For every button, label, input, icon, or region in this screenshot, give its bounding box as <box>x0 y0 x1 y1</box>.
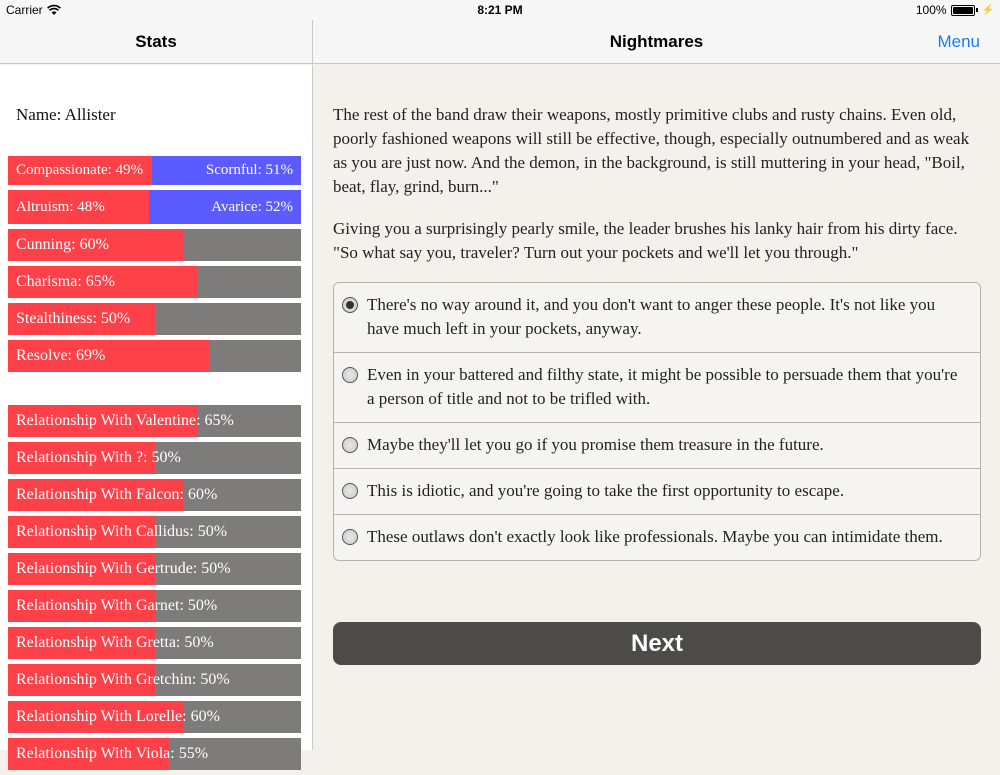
choice-list <box>333 282 981 561</box>
radio-button[interactable] <box>342 437 358 453</box>
radio-button[interactable] <box>342 483 358 499</box>
stats-sidebar[interactable] <box>0 65 313 762</box>
story-panel <box>313 65 1000 750</box>
relationship-bar <box>8 405 301 437</box>
relationship-bar <box>8 553 301 585</box>
stat-label: Cunning: 60% <box>16 236 109 253</box>
stat-label: Stealthiness: 50% <box>16 310 131 327</box>
relationship-bar <box>8 516 301 548</box>
stat-bar <box>8 340 301 372</box>
clock: 8:21 PM <box>477 3 523 17</box>
radio-button[interactable] <box>342 367 358 383</box>
page-title: Nightmares <box>609 32 704 51</box>
relationship-label: Relationship With Garnet: 50% <box>16 597 218 614</box>
battery-indicator <box>916 3 994 17</box>
relationship-label: Relationship With Valentine: 65% <box>16 412 234 429</box>
relationship-bar <box>8 738 301 770</box>
radio-button[interactable] <box>342 297 358 313</box>
story-paragraph-1: The rest of the band draw their weapons, mostly primitive clubs and rusty chains. Even old, poorly fashioned weapons will still be effective, though, especially outnumbered and as weak as you are just now. And the demon, in the background, is still muttering in your head, "Boil, beat, flay, grind, burn..." <box>333 105 970 196</box>
relationship-label: Relationship With Viola: 55% <box>16 745 209 762</box>
stat-label: Resolve: 69% <box>16 347 106 364</box>
choice-text: This is idiotic, and you're going to take the first opportunity to escape. <box>367 481 845 500</box>
character-name: Name: Allister <box>16 105 116 124</box>
sidebar-nav-bar <box>0 20 313 64</box>
stat-bar <box>8 303 301 335</box>
relationship-bar <box>8 590 301 622</box>
carrier-indicator <box>6 3 61 17</box>
stat-bars <box>8 156 301 775</box>
wifi-icon <box>47 5 61 16</box>
stat-label-right: Scornful: 51% <box>205 162 293 178</box>
choice-option[interactable] <box>334 352 980 422</box>
status-bar <box>0 0 1000 20</box>
battery-tip <box>976 8 978 12</box>
charging-icon: ⚡ <box>981 4 994 16</box>
choice-option[interactable] <box>334 514 980 560</box>
choice-text: There's no way around it, and you don't want to anger these people. It's not like you have much left in your pockets, anyway. <box>367 295 936 338</box>
stat-label-left: Compassionate: 49% <box>16 162 144 178</box>
opposed-stat-bar <box>8 156 301 185</box>
relationship-label: Relationship With Callidus: 50% <box>16 523 228 540</box>
stat-label-left: Altruism: 48% <box>16 198 105 215</box>
relationship-label: Relationship With ?: 50% <box>16 449 181 466</box>
relationship-bar <box>8 664 301 696</box>
relationship-label: Relationship With Gretta: 50% <box>16 634 214 651</box>
relationship-label: Relationship With Lorelle: 60% <box>16 708 220 725</box>
menu-button[interactable]: Menu <box>937 32 980 51</box>
battery-icon <box>951 5 975 16</box>
battery-percent: 100% <box>915 3 947 17</box>
opposed-stat-bar <box>8 190 301 224</box>
carrier-label: Carrier <box>6 3 43 17</box>
choice-option[interactable] <box>334 468 980 514</box>
next-button[interactable]: Next <box>333 622 981 665</box>
relationship-bar <box>8 701 301 733</box>
sidebar-title: Stats <box>135 32 177 51</box>
story-paragraph-2: Giving you a surprisingly pearly smile, the leader brushes his lanky hair from his dirty face. "So what say you, traveler? Turn out your pockets and we'll let you through." <box>333 219 958 262</box>
choice-option[interactable] <box>334 283 980 352</box>
relationship-bar <box>8 627 301 659</box>
stat-bar <box>8 266 301 298</box>
choice-text: These outlaws don't exactly look like professionals. Maybe you can intimidate them. <box>367 527 943 546</box>
stat-label-right: Avarice: 52% <box>211 198 293 215</box>
relationship-bar <box>8 442 301 474</box>
choice-text: Maybe they'll let you go if you promise them treasure in the future. <box>367 435 824 454</box>
choice-option[interactable] <box>334 422 980 468</box>
choice-text: Even in your battered and filthy state, it might be possible to persuade them that you're a person of title and not to be trifled with. <box>367 365 958 408</box>
relationship-label: Relationship With Falcon: 60% <box>16 486 218 503</box>
relationship-label: Relationship With Gretchin: 50% <box>16 671 230 688</box>
stat-bar <box>8 229 301 261</box>
relationship-bar <box>8 479 301 511</box>
stat-label: Charisma: 65% <box>16 273 116 290</box>
section-spacer <box>8 377 301 405</box>
main-nav-bar <box>313 20 1000 64</box>
radio-button[interactable] <box>342 529 358 545</box>
relationship-label: Relationship With Gertrude: 50% <box>16 560 231 577</box>
